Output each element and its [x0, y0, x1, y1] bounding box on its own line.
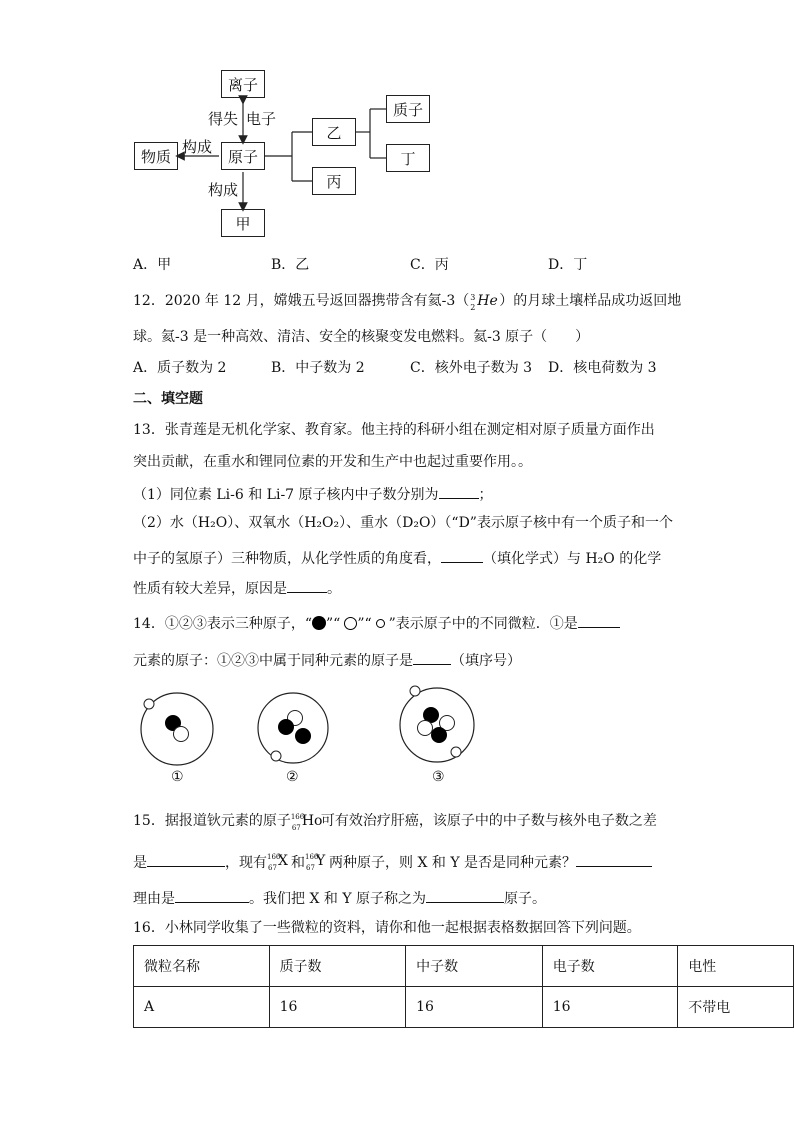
jia-box: 甲: [221, 209, 265, 237]
header-protons: 质子数: [269, 946, 406, 987]
q13-line1: 13．张青莲是无机化学家、教育家。他主持的科研小组在测定相对原子质量方面作出: [133, 422, 655, 438]
q15-blank-1[interactable]: [147, 852, 225, 867]
header-name: 微粒名称: [134, 946, 270, 987]
q12-isotope: [469, 292, 499, 310]
open-circle-icon: [344, 617, 357, 630]
atom-box: 原子: [221, 142, 265, 170]
x-mass: 166: [267, 853, 281, 861]
q13-part2-line1: （2）水（H₂O）、双氧水（H₂O₂）、重水（D₂O）（“D”表示原子核中有一个质子和一个: [133, 515, 673, 531]
q12-text-b: ）的月球土壤样品成功返回地: [499, 293, 682, 309]
q14-text-c: ”“: [357, 616, 372, 632]
isotope-symbol: He: [477, 293, 498, 309]
q11-option-d: D．丁: [548, 257, 588, 273]
q13-p2-text-a: 中子的氢原子）三种物质，从化学性质的角度看，: [133, 551, 441, 567]
compose-left-label: 构成: [182, 138, 213, 156]
q15-text-f: 两种原子，则 X 和 Y 是否是同种元素？: [329, 855, 577, 871]
q11-option-a: A．甲: [133, 257, 172, 273]
atom-3: [400, 686, 474, 762]
header-electrons: 电子数: [542, 946, 678, 987]
q13-blank-2[interactable]: [441, 548, 483, 563]
compose-down-label: 构成: [208, 181, 239, 199]
q11-option-b: B．乙: [271, 257, 310, 273]
q12-option-d: D．核电荷数为 3: [548, 360, 657, 376]
gain-lose-label: 得失: [208, 110, 239, 128]
electron-label: 电子: [246, 110, 277, 128]
q15-text-c: 是: [133, 855, 147, 871]
q15-text-i: 原子。: [504, 891, 547, 907]
q13-blank-3[interactable]: [287, 578, 327, 593]
q14-text-f: （填序号）: [451, 653, 521, 669]
yi-box: 乙: [312, 118, 356, 146]
small-circle-icon: [376, 619, 385, 628]
bing-box: 丙: [312, 167, 356, 195]
q14-line2: [133, 650, 521, 670]
q15-line2: [133, 852, 652, 872]
table-row: [134, 987, 794, 1028]
q14-blank-1[interactable]: [578, 613, 620, 628]
q15-blank-2[interactable]: [576, 852, 652, 867]
atom-label-3: ③: [432, 769, 445, 785]
proton-box: 质子: [386, 95, 430, 123]
y-mass: 166: [305, 853, 319, 861]
q11-option-c: C．丙: [410, 257, 449, 273]
cell-neutrons: 16: [406, 987, 543, 1028]
filled-circle-icon: [312, 616, 326, 630]
q12-line1: [133, 292, 681, 310]
header-charge: 电性: [678, 946, 794, 987]
ding-box: 丁: [386, 144, 430, 172]
cell-name: A: [134, 987, 270, 1028]
cell-electrons: 16: [542, 987, 678, 1028]
q13-part1-text: （1）同位素 Li-6 和 Li-7 原子核内中子数分别为: [133, 487, 439, 503]
isotope-number: 2: [470, 303, 476, 312]
q15-blank-4[interactable]: [426, 888, 504, 903]
diagram-connectors: [0, 0, 794, 260]
q15-line1: [133, 812, 657, 830]
q13-p2-text-b: （填化学式）与 H₂O 的化学: [483, 551, 662, 567]
q13-line2: 突出贡献，在重水和锂同位素的开发和生产中也起过重要作用。。: [133, 454, 532, 470]
atom-label-1: ①: [171, 769, 184, 785]
ho-number: 67: [291, 824, 301, 832]
q14-line1: [133, 613, 620, 633]
q13-p3-text-a: 性质有较大差异，原因是: [133, 581, 287, 597]
header-neutrons: 中子数: [406, 946, 543, 987]
particle-table: [133, 945, 794, 1028]
matter-box: 物质: [134, 142, 178, 170]
cell-protons: 16: [269, 987, 406, 1028]
atom-label-2: ②: [286, 769, 299, 785]
q15-text-d: ，现有: [225, 855, 267, 871]
q14-text-e: 元素的原子：①②③中属于同种元素的原子是: [133, 653, 413, 669]
ion-box: 离子: [221, 70, 265, 98]
q14-text-b: ”“: [325, 616, 341, 632]
ho-mass: 166: [290, 813, 305, 821]
ho-isotope: [291, 812, 321, 830]
q14-text-a: 14．①②③表示三种原子，“: [133, 616, 312, 632]
table-header-row: [134, 946, 794, 987]
q15-text-e: 和: [291, 855, 305, 871]
q13-p3-text-b: 。: [327, 581, 341, 597]
x-isotope: [267, 852, 291, 870]
x-number: 67: [268, 864, 277, 872]
q15-text-h: 。我们把 X 和 Y 原子称之为: [249, 891, 427, 907]
atom-2: [258, 693, 328, 763]
q12-option-b: B．中子数为 2: [271, 360, 365, 376]
q14-text-d: ”表示原子中的不同微粒．①是: [388, 616, 578, 632]
isotope-mass: 3: [470, 293, 476, 302]
q13-part1: [133, 484, 493, 504]
q13-part1-end: ；: [478, 487, 493, 503]
atom-1: [141, 693, 213, 765]
q15-line3: [133, 888, 546, 908]
atom-models: [120, 680, 480, 775]
q13-part2-line3: [133, 578, 341, 598]
q15-text-g: 理由是: [133, 891, 175, 907]
y-isotope: [305, 852, 329, 870]
q12-line2: 球。氦-3 是一种高效、清洁、安全的核聚变发电燃料。氦-3 原子（ ）: [133, 329, 590, 345]
cell-charge: 不带电: [678, 987, 794, 1028]
q13-blank-1[interactable]: [439, 484, 479, 499]
q14-blank-2[interactable]: [413, 650, 451, 665]
q16-line1: 16．小林同学收集了一些微粒的资料，请你和他一起根据表格数据回答下列问题。: [133, 920, 641, 936]
q15-text-a: 15．据报道钬元素的原子: [133, 813, 291, 829]
q12-text-a: 12．2020 年 12 月，嫦娥五号返回器携带含有氦-3（: [133, 293, 470, 309]
x-symbol: X: [278, 853, 288, 869]
y-symbol: Y: [316, 853, 326, 869]
ho-symbol: Ho: [301, 813, 323, 829]
q12-option-a: A．质子数为 2: [133, 360, 227, 376]
q15-text-b: 可有效治疗肝癌，该原子中的中子数与核外电子数之差: [320, 813, 657, 829]
q13-part2-line2: [133, 548, 661, 568]
q15-blank-3[interactable]: [175, 888, 249, 903]
y-number: 67: [306, 864, 315, 872]
q12-option-c: C．核外电子数为 3: [410, 360, 533, 376]
section-heading: 二、填空题: [133, 391, 203, 407]
